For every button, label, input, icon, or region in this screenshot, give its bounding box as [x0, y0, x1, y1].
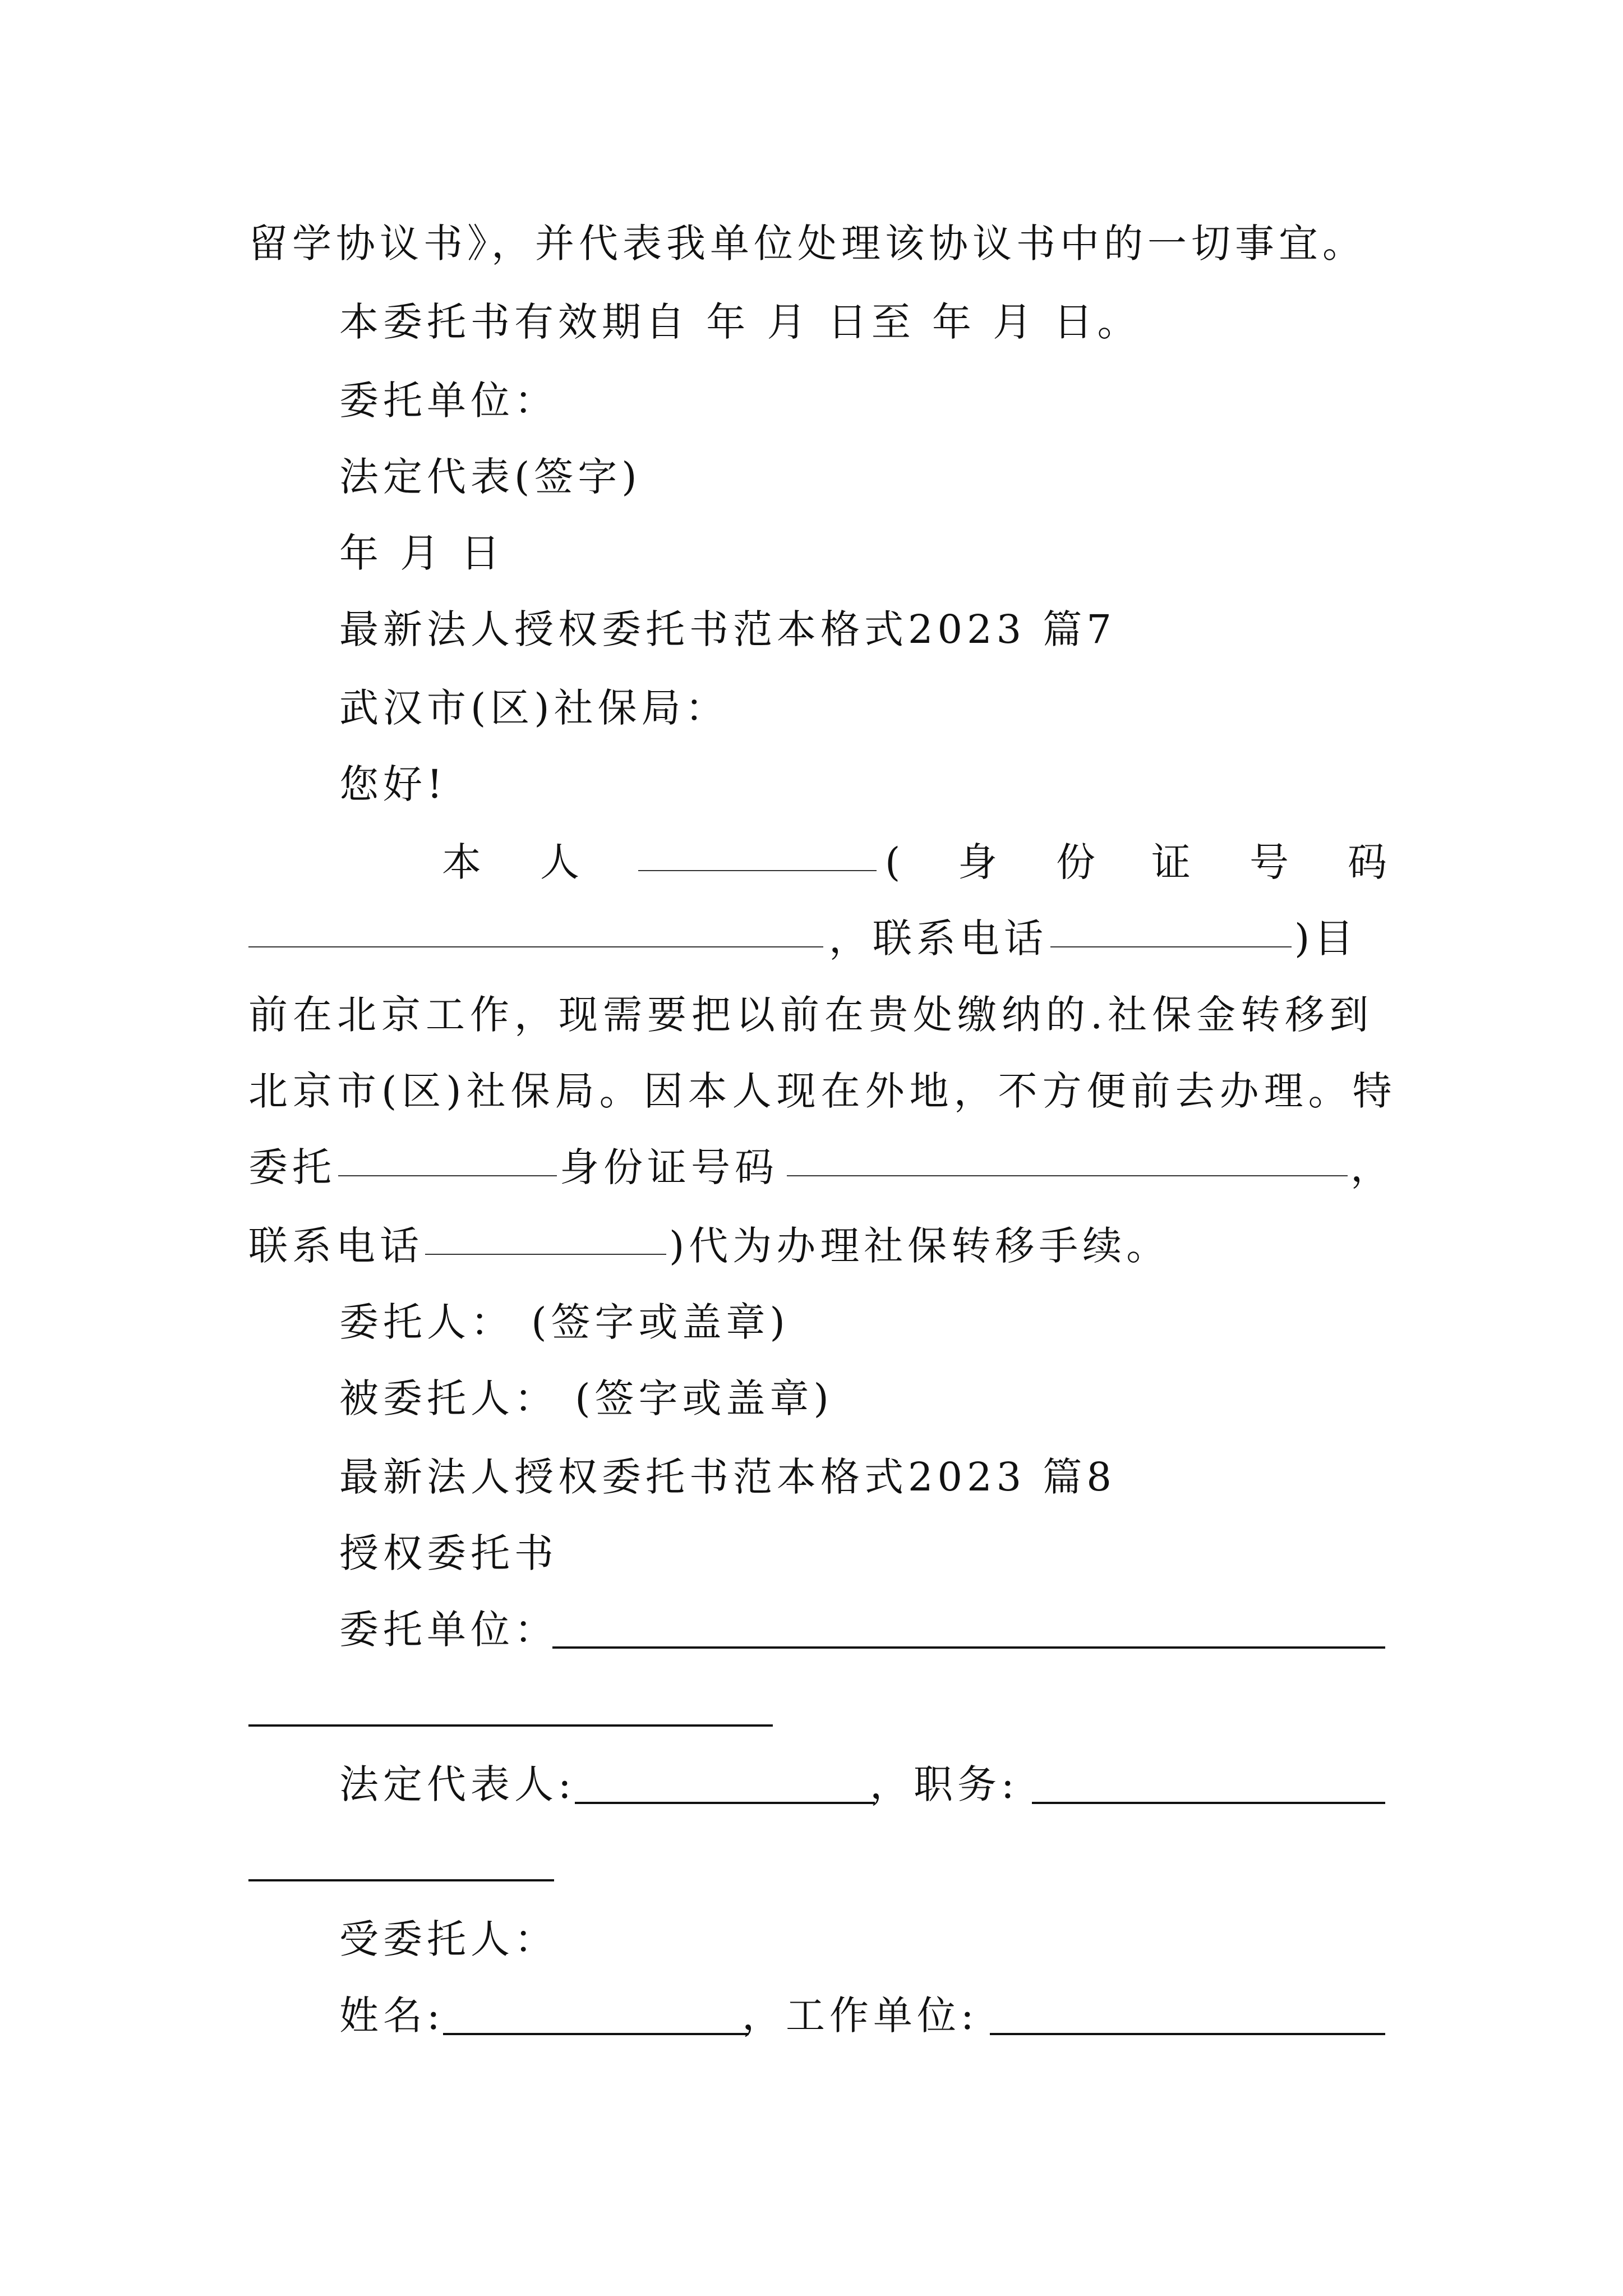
validity-period-line: 本委托书有效期自 年 月 日至 年 月 日。 [339, 299, 1141, 345]
text-fragment: 委托 [248, 1144, 336, 1190]
text-char: 号 [1249, 839, 1289, 885]
position-field-continuation[interactable] [248, 1879, 554, 1881]
text-char: 本 [442, 839, 481, 885]
trustee-id-line [248, 1140, 1390, 1194]
justified-line-self-id [248, 835, 1387, 889]
contact-phone-line [248, 912, 1387, 965]
greeting-line: 您好! [339, 761, 448, 807]
entrusting-unit-field-label: 委托单位： [339, 1607, 558, 1653]
text-char: 人 [540, 839, 579, 885]
document-title: 授权委托书 [339, 1530, 558, 1576]
name-field[interactable] [443, 2033, 749, 2035]
text-fragment: )代为办理社保转移手续。 [669, 1223, 1170, 1269]
trustee-label: 受委托人： [339, 1916, 558, 1962]
text-char: 身 [958, 839, 997, 885]
entrusting-unit-field-continuation[interactable] [248, 1724, 773, 1727]
text-char: 证 [1151, 839, 1191, 885]
position-label: ，职务: [870, 1761, 1019, 1807]
text-char: ( [885, 839, 901, 885]
text-char: 份 [1056, 839, 1095, 885]
text-line: 前在北京工作，现需要把以前在贵处缴纳的.社保金转移到 [248, 992, 1374, 1038]
text-fragment: )目 [1294, 915, 1358, 961]
contact-phone-label: ，联系电话 [829, 915, 1048, 961]
trustee-phone-blank[interactable] [425, 1219, 666, 1255]
legal-representative-label: 法定代表人: [339, 1761, 576, 1807]
contact-phone-label: 联系电话 [248, 1223, 423, 1269]
text-fragment: ， [1350, 1144, 1390, 1190]
text-line: 北京市(区)社保局。因本人现在外地，不方便前去办理。特 [248, 1068, 1397, 1114]
workplace-label: ，工作单位: [742, 1993, 979, 2039]
entrusting-unit-field[interactable] [552, 1646, 1385, 1649]
phone-blank[interactable] [1050, 912, 1292, 947]
agent-signature-line: 被委托人： (签字或盖章) [339, 1375, 833, 1421]
id-number-label: 身份证号码 [560, 1144, 778, 1190]
trustee-id-blank[interactable] [787, 1140, 1348, 1176]
name-label: 姓名: [339, 1993, 445, 2039]
date-line: 年 月 日 [339, 530, 505, 576]
trustee-name-blank[interactable] [338, 1140, 557, 1176]
text-char: 码 [1348, 839, 1387, 885]
trustee-phone-line [248, 1219, 1387, 1273]
id-number-blank[interactable] [248, 912, 823, 947]
principal-signature-line: 委托人： (签字或盖章) [339, 1299, 790, 1345]
addressee-line: 武汉市(区)社保局： [339, 685, 729, 731]
section-heading-7: 最新法人授权委托书范本格式2023 篇7 [339, 606, 1116, 652]
workplace-field[interactable] [990, 2033, 1385, 2035]
legal-representative-signature-label: 法定代表(签字) [339, 454, 642, 500]
entrusting-unit-label: 委托单位： [339, 378, 558, 424]
text-line: 留学协议书》，并代表我单位处理该协议书中的一切事宜。 [248, 220, 1366, 266]
legal-representative-field[interactable] [575, 1802, 875, 1804]
name-blank[interactable] [638, 835, 877, 871]
section-heading-8: 最新法人授权委托书范本格式2023 篇8 [339, 1454, 1116, 1500]
position-field[interactable] [1032, 1802, 1385, 1804]
